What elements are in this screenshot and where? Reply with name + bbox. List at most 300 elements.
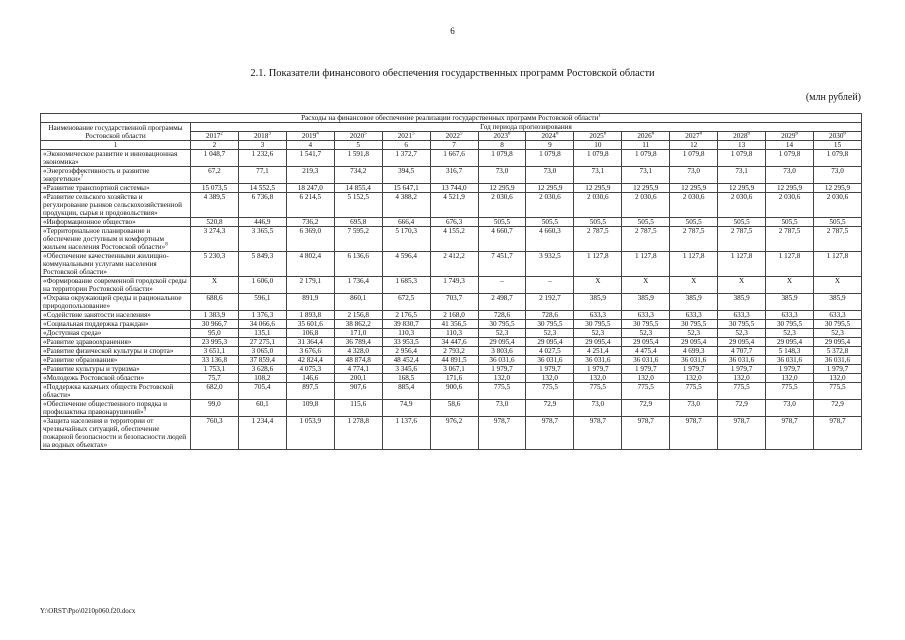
value-cell: 1 376,3 xyxy=(238,311,286,320)
year-header-cell: 2024$^6$ xyxy=(526,132,574,141)
value-cell: X xyxy=(718,277,766,294)
value-cell: 976,2 xyxy=(430,417,478,450)
program-name-cell: «Формирование современной городской среды на территории Ростовской области» xyxy=(41,277,191,294)
value-cell: 2 030,6 xyxy=(766,193,814,218)
value-cell: 110,3 xyxy=(430,329,478,338)
value-cell: 77,1 xyxy=(238,167,286,184)
value-cell: 4 699,3 xyxy=(670,347,718,356)
value-cell: 736,2 xyxy=(286,218,334,227)
value-cell: 12 295,9 xyxy=(813,184,861,193)
value-cell: 2 030,6 xyxy=(670,193,718,218)
value-cell: 2 787,5 xyxy=(813,227,861,252)
program-name-cell: «Доступная среда» xyxy=(41,329,191,338)
value-cell: 4 596,4 xyxy=(382,252,430,277)
value-cell: 36 031,6 xyxy=(574,356,622,365)
value-cell: 676,3 xyxy=(430,218,478,227)
value-cell: 30 795,5 xyxy=(670,320,718,329)
value-cell: 171,6 xyxy=(430,374,478,383)
value-cell: 29 095,4 xyxy=(478,338,526,347)
value-cell: 135,1 xyxy=(238,329,286,338)
value-cell: 7 595,2 xyxy=(334,227,382,252)
value-cell: 1 079,8 xyxy=(718,150,766,167)
value-cell: 728,6 xyxy=(526,311,574,320)
value-cell: 3 365,5 xyxy=(238,227,286,252)
year-header-cell: 2028$^6$ xyxy=(718,132,766,141)
value-cell: 2 156,8 xyxy=(334,311,382,320)
column-index-cell: 3 xyxy=(238,141,286,150)
value-cell: 2 412,2 xyxy=(430,252,478,277)
value-cell: 897,5 xyxy=(286,383,334,400)
value-cell: 633,3 xyxy=(622,311,670,320)
value-cell: 4 774,1 xyxy=(334,365,382,374)
value-cell: 14 552,5 xyxy=(238,184,286,193)
value-cell: 73,0 xyxy=(526,167,574,184)
value-cell: 73,0 xyxy=(670,400,718,417)
value-cell: 132,0 xyxy=(813,374,861,383)
value-cell: 110,3 xyxy=(382,329,430,338)
value-cell: 39 830,7 xyxy=(382,320,430,329)
value-cell: 52,3 xyxy=(478,329,526,338)
column-index-row xyxy=(41,141,862,150)
column-index-cell: 4 xyxy=(286,141,334,150)
value-cell: 1 278,8 xyxy=(334,417,382,450)
year-header-cell: 2022$^5$ xyxy=(430,132,478,141)
value-cell: 978,7 xyxy=(622,417,670,450)
value-cell: 520,8 xyxy=(191,218,239,227)
program-name-cell: «Развитие образования» xyxy=(41,356,191,365)
value-cell: 633,3 xyxy=(718,311,766,320)
value-cell: 52,3 xyxy=(526,329,574,338)
value-cell: 2 787,5 xyxy=(766,227,814,252)
value-cell: 385,9 xyxy=(574,294,622,311)
value-cell: 2 030,6 xyxy=(718,193,766,218)
value-cell: 734,2 xyxy=(334,167,382,184)
value-cell: 1 079,8 xyxy=(813,150,861,167)
value-cell: 505,5 xyxy=(574,218,622,227)
value-cell: 6 369,0 xyxy=(286,227,334,252)
value-cell: 2 787,5 xyxy=(670,227,718,252)
value-cell: 5 372,8 xyxy=(813,347,861,356)
value-cell: 2 787,5 xyxy=(574,227,622,252)
value-cell: 4 155,2 xyxy=(430,227,478,252)
value-cell: 1 079,8 xyxy=(622,150,670,167)
value-cell: 2 030,6 xyxy=(622,193,670,218)
program-name-cell: «Развитие физической культуры и спорта» xyxy=(41,347,191,356)
program-name-cell: «Защита населения и территории от чрезвычайных ситуаций, обеспечение пожарной безопасности и безопасности людей на водных объектах» xyxy=(41,417,191,450)
column-index-cell: 11 xyxy=(622,141,670,150)
value-cell: 109,8 xyxy=(286,400,334,417)
table-row xyxy=(41,320,862,329)
value-cell: 1 749,3 xyxy=(430,277,478,294)
value-cell: 3 932,5 xyxy=(526,252,574,277)
table-row xyxy=(41,329,862,338)
value-cell: 1 127,8 xyxy=(718,252,766,277)
value-cell: 4 802,4 xyxy=(286,252,334,277)
value-cell: 132,0 xyxy=(718,374,766,383)
program-name-cell: «Поддержка казачьих обществ Ростовской области» xyxy=(41,383,191,400)
value-cell: 446,9 xyxy=(238,218,286,227)
table-row xyxy=(41,277,862,294)
value-cell: 1 127,8 xyxy=(766,252,814,277)
value-cell: 505,5 xyxy=(718,218,766,227)
value-cell: 132,0 xyxy=(670,374,718,383)
value-cell: 73,0 xyxy=(766,400,814,417)
value-cell: 73,0 xyxy=(478,400,526,417)
table-row xyxy=(41,311,862,320)
unit-label: (млн рублей) xyxy=(805,92,861,103)
value-cell: 72,9 xyxy=(526,400,574,417)
value-cell: 1 979,7 xyxy=(670,365,718,374)
value-cell: 132,0 xyxy=(622,374,670,383)
value-cell: 2 179,1 xyxy=(286,277,334,294)
value-cell: 1 979,7 xyxy=(622,365,670,374)
value-cell: 4 388,2 xyxy=(382,193,430,218)
table-row xyxy=(41,193,862,218)
value-cell: 3 345,6 xyxy=(382,365,430,374)
table-row xyxy=(41,356,862,365)
value-cell: 3 803,6 xyxy=(478,347,526,356)
value-cell: 30 795,5 xyxy=(718,320,766,329)
value-cell: 5 230,3 xyxy=(191,252,239,277)
value-cell: 52,3 xyxy=(622,329,670,338)
value-cell: 2 030,6 xyxy=(478,193,526,218)
value-cell: 1 048,7 xyxy=(191,150,239,167)
value-cell: 2 192,7 xyxy=(526,294,574,311)
value-cell: 18 247,0 xyxy=(286,184,334,193)
value-cell: 1 979,7 xyxy=(526,365,574,374)
value-cell: 37 859,4 xyxy=(238,356,286,365)
value-cell: 978,7 xyxy=(574,417,622,450)
table-row xyxy=(41,374,862,383)
value-cell: 48 874,8 xyxy=(334,356,382,365)
value-cell: 73,1 xyxy=(718,167,766,184)
value-cell: 30 966,7 xyxy=(191,320,239,329)
program-name-cell: «Территориальное планирование и обеспечение доступным и комфортным жильем населения Ростовской области»$^8$ xyxy=(41,227,191,252)
year-header-cell: 2018$^3$ xyxy=(238,132,286,141)
year-header-cell: 2017$^2$ xyxy=(191,132,239,141)
value-cell: 2 787,5 xyxy=(718,227,766,252)
column-index-cell: 2 xyxy=(191,141,239,150)
value-cell: 5 849,3 xyxy=(238,252,286,277)
value-cell: 775,5 xyxy=(478,383,526,400)
value-cell: 4 475,4 xyxy=(622,347,670,356)
value-cell: 682,0 xyxy=(191,383,239,400)
value-cell: 219,3 xyxy=(286,167,334,184)
value-cell: 30 795,5 xyxy=(478,320,526,329)
value-cell: 13 744,0 xyxy=(430,184,478,193)
value-cell: 3 628,6 xyxy=(238,365,286,374)
value-cell: 6 214,5 xyxy=(286,193,334,218)
program-name-cell: «Информационное общество» xyxy=(41,218,191,227)
value-cell: 4 328,0 xyxy=(334,347,382,356)
program-name-cell: «Обеспечение общественного порядка и профилактика правонарушений»$^9$ xyxy=(41,400,191,417)
value-cell: 1 127,8 xyxy=(622,252,670,277)
program-name-cell: «Социальная поддержка граждан» xyxy=(41,320,191,329)
value-cell: 29 095,4 xyxy=(574,338,622,347)
value-cell: 1 127,8 xyxy=(574,252,622,277)
value-cell: 505,5 xyxy=(670,218,718,227)
value-cell: 60,1 xyxy=(238,400,286,417)
value-cell: 132,0 xyxy=(574,374,622,383)
value-cell: 891,9 xyxy=(286,294,334,311)
value-cell: 72,9 xyxy=(718,400,766,417)
table-top-header: Расходы на финансовое обеспечение реализации государственных программ Ростовской области$^1$ xyxy=(41,114,862,123)
year-header-cell: 2029$^6$ xyxy=(766,132,814,141)
year-header-cell: 2030$^6$ xyxy=(813,132,861,141)
value-cell: 52,3 xyxy=(574,329,622,338)
value-cell: 36 031,6 xyxy=(526,356,574,365)
value-cell: 38 862,2 xyxy=(334,320,382,329)
value-cell: 1 372,7 xyxy=(382,150,430,167)
value-cell: 35 601,6 xyxy=(286,320,334,329)
value-cell: 6 136,6 xyxy=(334,252,382,277)
value-cell: 860,1 xyxy=(334,294,382,311)
column-index-cell: 9 xyxy=(526,141,574,150)
value-cell: 2 030,6 xyxy=(526,193,574,218)
value-cell: 3 067,1 xyxy=(430,365,478,374)
value-cell: 73,0 xyxy=(670,167,718,184)
column-index-cell: 14 xyxy=(766,141,814,150)
value-cell: 29 095,4 xyxy=(766,338,814,347)
column-index-cell: 15 xyxy=(813,141,861,150)
value-cell: 4 521,9 xyxy=(430,193,478,218)
value-cell: 36 031,6 xyxy=(670,356,718,365)
table-row xyxy=(41,365,862,374)
value-cell: 4 251,4 xyxy=(574,347,622,356)
value-cell: 2 030,6 xyxy=(813,193,861,218)
value-cell: X xyxy=(191,277,239,294)
value-cell: 5 170,3 xyxy=(382,227,430,252)
value-cell: 1 079,8 xyxy=(526,150,574,167)
value-cell: 1 667,6 xyxy=(430,150,478,167)
value-cell: 30 795,5 xyxy=(813,320,861,329)
value-cell: 1 079,8 xyxy=(766,150,814,167)
table-row xyxy=(41,227,862,252)
value-cell: 12 295,9 xyxy=(670,184,718,193)
value-cell: 36 031,6 xyxy=(766,356,814,365)
value-cell: 12 295,9 xyxy=(478,184,526,193)
program-name-cell: «Содействие занятости населения» xyxy=(41,311,191,320)
value-cell: 74,9 xyxy=(382,400,430,417)
value-cell: 73,0 xyxy=(766,167,814,184)
value-cell: 67,2 xyxy=(191,167,239,184)
value-cell: 1 736,4 xyxy=(334,277,382,294)
value-cell: 1 606,0 xyxy=(238,277,286,294)
table-row xyxy=(41,417,862,450)
column-index-cell: 13 xyxy=(718,141,766,150)
value-cell: 73,0 xyxy=(478,167,526,184)
value-cell: 1 127,8 xyxy=(670,252,718,277)
value-cell: 132,0 xyxy=(478,374,526,383)
value-cell: 505,5 xyxy=(766,218,814,227)
value-cell: 633,3 xyxy=(813,311,861,320)
value-cell: 760,3 xyxy=(191,417,239,450)
value-cell: 171,0 xyxy=(334,329,382,338)
table-row xyxy=(41,167,862,184)
table-row xyxy=(41,252,862,277)
value-cell: 385,9 xyxy=(813,294,861,311)
value-cell: 1 079,8 xyxy=(670,150,718,167)
column-index-cell: 10 xyxy=(574,141,622,150)
value-cell: 1 979,7 xyxy=(478,365,526,374)
value-cell: 394,5 xyxy=(382,167,430,184)
value-cell: 4 660,3 xyxy=(526,227,574,252)
value-cell: 36 031,6 xyxy=(718,356,766,365)
value-cell: 23 995,3 xyxy=(191,338,239,347)
value-cell: 73,1 xyxy=(622,167,670,184)
value-cell: 132,0 xyxy=(526,374,574,383)
value-cell: 978,7 xyxy=(670,417,718,450)
value-cell: 30 795,5 xyxy=(622,320,670,329)
value-cell: 14 855,4 xyxy=(334,184,382,193)
section-title: 2.1. Показатели финансового обеспечения государственных программ Ростовской области xyxy=(250,68,655,79)
value-cell: 1 893,8 xyxy=(286,311,334,320)
value-cell: 1 383,9 xyxy=(191,311,239,320)
value-cell: 15 073,5 xyxy=(191,184,239,193)
value-cell: 6 736,8 xyxy=(238,193,286,218)
year-header-cell: 2025$^6$ xyxy=(574,132,622,141)
year-header-cell: 2019$^4$ xyxy=(286,132,334,141)
value-cell: 3 676,6 xyxy=(286,347,334,356)
value-cell: 31 364,4 xyxy=(286,338,334,347)
value-cell: 36 789,4 xyxy=(334,338,382,347)
value-cell: 978,7 xyxy=(718,417,766,450)
value-cell: 1 753,1 xyxy=(191,365,239,374)
value-cell: 3 065,0 xyxy=(238,347,286,356)
value-cell: 775,5 xyxy=(718,383,766,400)
value-cell: 12 295,9 xyxy=(574,184,622,193)
value-cell: 728,6 xyxy=(478,311,526,320)
value-cell: 505,5 xyxy=(478,218,526,227)
value-cell: 27 275,1 xyxy=(238,338,286,347)
table-row xyxy=(41,184,862,193)
value-cell: X xyxy=(670,277,718,294)
value-cell: 200,1 xyxy=(334,374,382,383)
value-cell: 1 137,6 xyxy=(382,417,430,450)
value-cell: 108,2 xyxy=(238,374,286,383)
column-index-cell: 7 xyxy=(430,141,478,150)
value-cell: 12 295,9 xyxy=(526,184,574,193)
value-cell: 30 795,5 xyxy=(526,320,574,329)
value-cell: 1 079,8 xyxy=(478,150,526,167)
value-cell: 633,3 xyxy=(670,311,718,320)
value-cell: 132,0 xyxy=(766,374,814,383)
value-cell: 95,0 xyxy=(191,329,239,338)
value-cell: 1 685,3 xyxy=(382,277,430,294)
program-name-cell: «Молодежь Ростовской области» xyxy=(41,374,191,383)
value-cell: 36 031,6 xyxy=(622,356,670,365)
value-cell: 1 979,7 xyxy=(718,365,766,374)
program-name-cell: «Экономическое развитие и инновационная экономика» xyxy=(41,150,191,167)
value-cell: 75,7 xyxy=(191,374,239,383)
value-cell: 73,1 xyxy=(574,167,622,184)
value-cell: 1 979,7 xyxy=(766,365,814,374)
table-row xyxy=(41,338,862,347)
value-cell: 33 136,8 xyxy=(191,356,239,365)
value-cell: – xyxy=(478,277,526,294)
value-cell: 2 168,0 xyxy=(430,311,478,320)
value-cell: X xyxy=(574,277,622,294)
program-name-cell: «Развитие сельского хозяйства и регулирование рынков сельскохозяйственной продукции, сырья и продовольствия» xyxy=(41,193,191,218)
value-cell: 5 152,5 xyxy=(334,193,382,218)
program-name-header: Наименование государственной программы Ростовской области xyxy=(41,123,191,141)
column-index-cell: 1 xyxy=(41,141,191,150)
value-cell: 29 095,4 xyxy=(526,338,574,347)
value-cell: 168,5 xyxy=(382,374,430,383)
value-cell: 52,3 xyxy=(813,329,861,338)
value-cell: 1 979,7 xyxy=(574,365,622,374)
value-cell: 775,5 xyxy=(766,383,814,400)
value-cell: X xyxy=(766,277,814,294)
value-cell: 705,4 xyxy=(238,383,286,400)
value-cell: 505,5 xyxy=(622,218,670,227)
value-cell: 1 079,8 xyxy=(574,150,622,167)
year-header-cell: 2020$^5$ xyxy=(334,132,382,141)
year-header-cell: 2021$^5$ xyxy=(382,132,430,141)
program-name-cell: «Развитие транспортной системы» xyxy=(41,184,191,193)
year-header-cell: 2026$^6$ xyxy=(622,132,670,141)
value-cell: 2 498,7 xyxy=(478,294,526,311)
value-cell: 7 451,7 xyxy=(478,252,526,277)
value-cell: 15 647,1 xyxy=(382,184,430,193)
value-cell: 30 795,5 xyxy=(766,320,814,329)
value-cell: 900,6 xyxy=(430,383,478,400)
value-cell: 978,7 xyxy=(478,417,526,450)
value-cell: 703,7 xyxy=(430,294,478,311)
value-cell: 385,9 xyxy=(766,294,814,311)
value-cell: 106,8 xyxy=(286,329,334,338)
value-cell: 73,0 xyxy=(813,167,861,184)
value-cell: 58,6 xyxy=(430,400,478,417)
value-cell: 4 075,3 xyxy=(286,365,334,374)
program-name-cell: «Развитие культуры и туризма» xyxy=(41,365,191,374)
table-row xyxy=(41,294,862,311)
value-cell: 385,9 xyxy=(718,294,766,311)
value-cell: 36 031,6 xyxy=(478,356,526,365)
value-cell: 4 027,5 xyxy=(526,347,574,356)
value-cell: 30 795,5 xyxy=(574,320,622,329)
value-cell: 1 232,6 xyxy=(238,150,286,167)
value-cell: 2 787,5 xyxy=(622,227,670,252)
year-header-cell: 2023$^6$ xyxy=(478,132,526,141)
value-cell: 48 452,4 xyxy=(382,356,430,365)
value-cell: 34 447,6 xyxy=(430,338,478,347)
value-cell: 775,5 xyxy=(574,383,622,400)
period-header: Год периода прогнозирования xyxy=(191,123,862,132)
value-cell: 1 234,4 xyxy=(238,417,286,450)
value-cell: 52,3 xyxy=(670,329,718,338)
value-cell: 4 707,7 xyxy=(718,347,766,356)
value-cell: 2 176,5 xyxy=(382,311,430,320)
value-cell: 42 824,4 xyxy=(286,356,334,365)
value-cell: 1 053,9 xyxy=(286,417,334,450)
value-cell: 36 031,6 xyxy=(813,356,861,365)
value-cell: 978,7 xyxy=(766,417,814,450)
value-cell: X xyxy=(622,277,670,294)
value-cell: 1 127,8 xyxy=(813,252,861,277)
value-cell: X xyxy=(813,277,861,294)
value-cell: 978,7 xyxy=(526,417,574,450)
value-cell: 2 956,4 xyxy=(382,347,430,356)
value-cell: 29 095,4 xyxy=(718,338,766,347)
value-cell: 775,5 xyxy=(526,383,574,400)
value-cell: 672,5 xyxy=(382,294,430,311)
value-cell: 12 295,9 xyxy=(766,184,814,193)
program-name-cell: «Развитие здравоохранения» xyxy=(41,338,191,347)
value-cell: 44 891,5 xyxy=(430,356,478,365)
value-cell: 12 295,9 xyxy=(718,184,766,193)
value-cell: 775,5 xyxy=(670,383,718,400)
